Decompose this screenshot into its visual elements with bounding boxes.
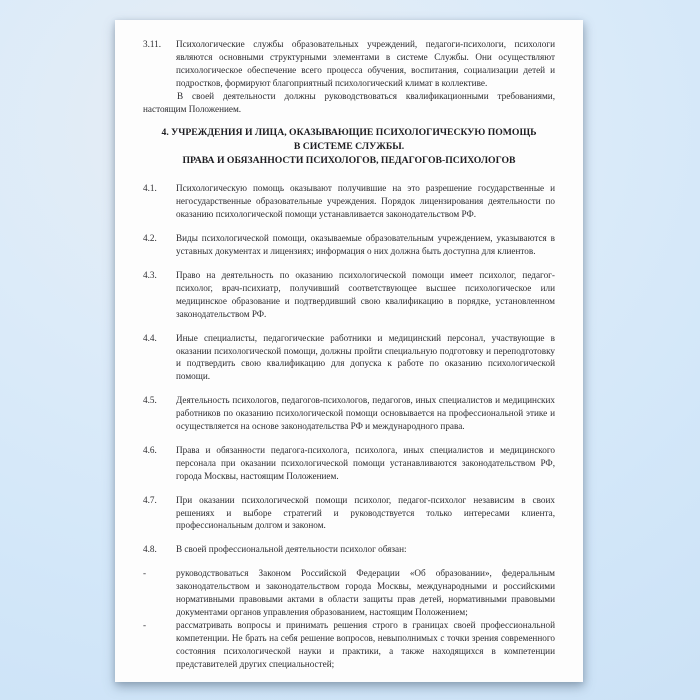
- paragraph-3-11: [143, 38, 555, 90]
- paragraph-text: Виды психологической помощи, оказываемые образовательным учреждением, указываются в уставных документах и лицензиях; информация о них должна быть доступна для клиентов.: [176, 233, 555, 257]
- paragraph-number: 4.5.: [143, 395, 157, 406]
- section-4-heading: [157, 126, 541, 168]
- paragraph-4-3: [143, 269, 555, 321]
- list-item-dash: -: [143, 619, 147, 630]
- paragraph-4-1: [143, 182, 555, 221]
- paragraph-number: 4.1.: [143, 183, 157, 194]
- paragraph-number: 4.3.: [143, 269, 157, 280]
- list-item-text: руководствоваться Законом Российской Федерации «Об образовании», федеральным законодательством и законодательством города Москвы, международными и российскими нормативными правовыми актами в области защиты прав детей, нормативными правовыми документами органов управления образованием, настоящим Положением;: [176, 568, 555, 617]
- paragraph-text: Психологическую помощь оказывают получившие на это разрешение государственные и негосударственные образовательные учреждения. Порядок лицензирования деятельности по оказанию психологической помощи устанавливается законодательством РФ.: [176, 183, 555, 220]
- list-item-dash: -: [143, 568, 147, 579]
- paragraph-text: Психологические службы образовательных учреждений, педагоги-психологи, психологи являются основными структурными элементами в системе Службы. Они осуществляют психологическое обеспечение всего процесса обучения, воспитания, социализации детей и подростков, формируют благоприятный психологический климат в коллективе.: [176, 39, 555, 88]
- paragraph-4-7: [143, 494, 555, 533]
- paragraph-4-2: [143, 232, 555, 258]
- paragraph-4-6: [143, 444, 555, 483]
- list-item-text: рассматривать вопросы и принимать решения строго в границах своей профессиональной компетенции. Не брать на себя решение вопросов, невыполнимых с точки зрения современного состояния психологической науки и практики, а также находящихся в компетенции представителей других специальностей;: [176, 619, 555, 669]
- paragraph-text: Право на деятельность по оказанию психологической помощи имеет психолог, педагог-психолог, врач-психиатр, получивший соответствующее высшее психологическое или медицинское образование и подтвердивший свою квалификацию в порядке, установленном законодательством РФ.: [176, 269, 555, 319]
- paragraph-text: В своей профессиональной деятельности психолог обязан:: [176, 544, 407, 555]
- paragraph-3-11-addendum: В своей деятельности должны руководствоваться квалификационными требованиями, настоящим Положением.: [143, 90, 555, 114]
- paragraph-4-5: [143, 394, 555, 433]
- paragraph-text: Деятельность психологов, педагогов-психологов, педагогов, иных специалистов и медицинских работников по оказанию психологической помощи основывается на профессиональной этике и осуществляется на основе законодательства РФ и международного права.: [176, 395, 555, 432]
- paragraph-text: Права и обязанности педагога-психолога, психолога, иных специалистов и медицинского персонала при оказании психологической помощи устанавливаются законодательством РФ, города Москвы, настоящим Положением.: [176, 444, 555, 481]
- paragraph-4-8: [143, 543, 555, 556]
- paragraph-text: Иные специалисты, педагогические работники и медицинский персонал, участвующие в оказании психологической помощи, должны пройти специальную подготовку и переподготовку и подтвердить свою квалификацию для допуска к работе по оказанию психологической помощи.: [176, 332, 555, 382]
- obligations-list: [143, 567, 555, 670]
- paragraph-text: При оказании психологической помощи психолог, педагог-психолог независим в своих решениях и выборе стратегий и руководствуется только интересами клиента, профессиональным долгом и законом.: [176, 494, 555, 531]
- paragraph-number: 4.2.: [143, 233, 157, 244]
- paragraph-number: 4.4.: [143, 332, 157, 343]
- heading-line-1: 4. УЧРЕЖДЕНИЯ И ЛИЦА, ОКАЗЫВАЮЩИЕ ПСИХОЛОГИЧЕСКУЮ ПОМОЩЬ: [161, 127, 537, 139]
- paragraph-number: 4.7.: [143, 494, 157, 505]
- paragraph-number: 3.11.: [143, 39, 162, 49]
- list-item: [143, 619, 555, 671]
- heading-line-3: ПРАВА И ОБЯЗАННОСТИ ПСИХОЛОГОВ, ПЕДАГОГОВ-ПСИХОЛОГОВ: [182, 155, 516, 167]
- document-page: [115, 20, 583, 682]
- paragraph-4-4: [143, 332, 555, 384]
- paragraph-number: 4.6.: [143, 444, 157, 455]
- list-item: [143, 567, 555, 619]
- heading-line-2: В СИСТЕМЕ СЛУЖБЫ.: [293, 141, 405, 153]
- document-content: [115, 20, 583, 671]
- paragraph-number: 4.8.: [143, 544, 157, 555]
